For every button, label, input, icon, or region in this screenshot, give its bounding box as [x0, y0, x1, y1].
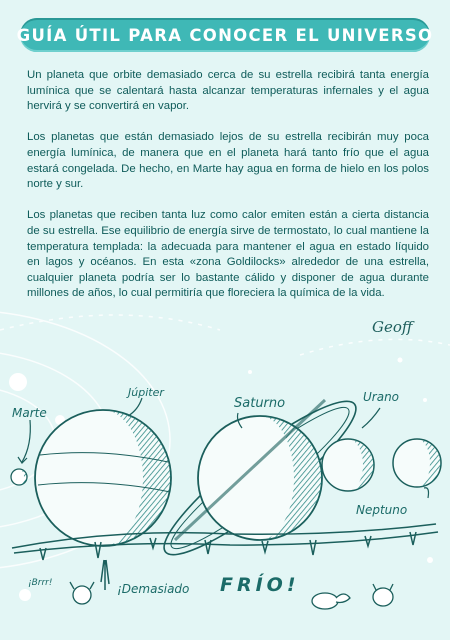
page-title: GUÍA ÚTIL PARA CONOCER EL UNIVERSO [16, 25, 434, 45]
label-urano: Urano [363, 390, 400, 404]
label-demasiado: ¡Demasiado [117, 582, 190, 596]
jupiter-arrow [128, 398, 142, 416]
paragraph-3: Los planetas que reciben tanta luz como calor emiten están a cierta distancia de su estrella. Ese equilibrio de energía sirve de termostato, lo cual mantiene la temperatura templada: la adecuada para mantener el agua en estado líquido en lagos y océanos. En esta «zona Goldilocks» alrededor de una estrella, cualquier planeta podría ser lo bastante cálido y disponer de agua durante millones de años, lo cual permitiría que floreciera la química de la vida. [27, 209, 429, 300]
label-jupiter: Júpiter [128, 386, 164, 399]
neptune-planet [393, 439, 441, 487]
neptune-arrow [424, 488, 429, 498]
paragraph-2: Los planetas que están demasiado lejos de su estrella recibirán muy poca energía lumínica, de manera que en el planeta hará tanto frío que el agua estará congelada. De hecho, en Marte hay agua en forma de hielo en los polos norte y sur. [27, 131, 429, 191]
mars-planet [11, 469, 27, 485]
label-saturno: Saturno [234, 396, 286, 411]
label-neptuno: Neptuno [356, 503, 408, 517]
uranus-arrow [362, 408, 380, 428]
label-marte: Marte [12, 406, 47, 420]
label-frio: FRÍO! [220, 574, 300, 596]
uranus-planet [322, 439, 374, 491]
label-brrr: ¡Brrr! [28, 578, 53, 588]
mars-arrow [22, 420, 30, 462]
paragraph-1: Un planeta que orbite demasiado cerca de su estrella recibirá tanta energía lumínica que se calentará hasta alcanzar temperaturas infernales y el agua hervirá y se convertirá en vapor. [27, 69, 429, 113]
jupiter-planet [35, 410, 171, 546]
author-signature: Geoff [372, 318, 413, 336]
